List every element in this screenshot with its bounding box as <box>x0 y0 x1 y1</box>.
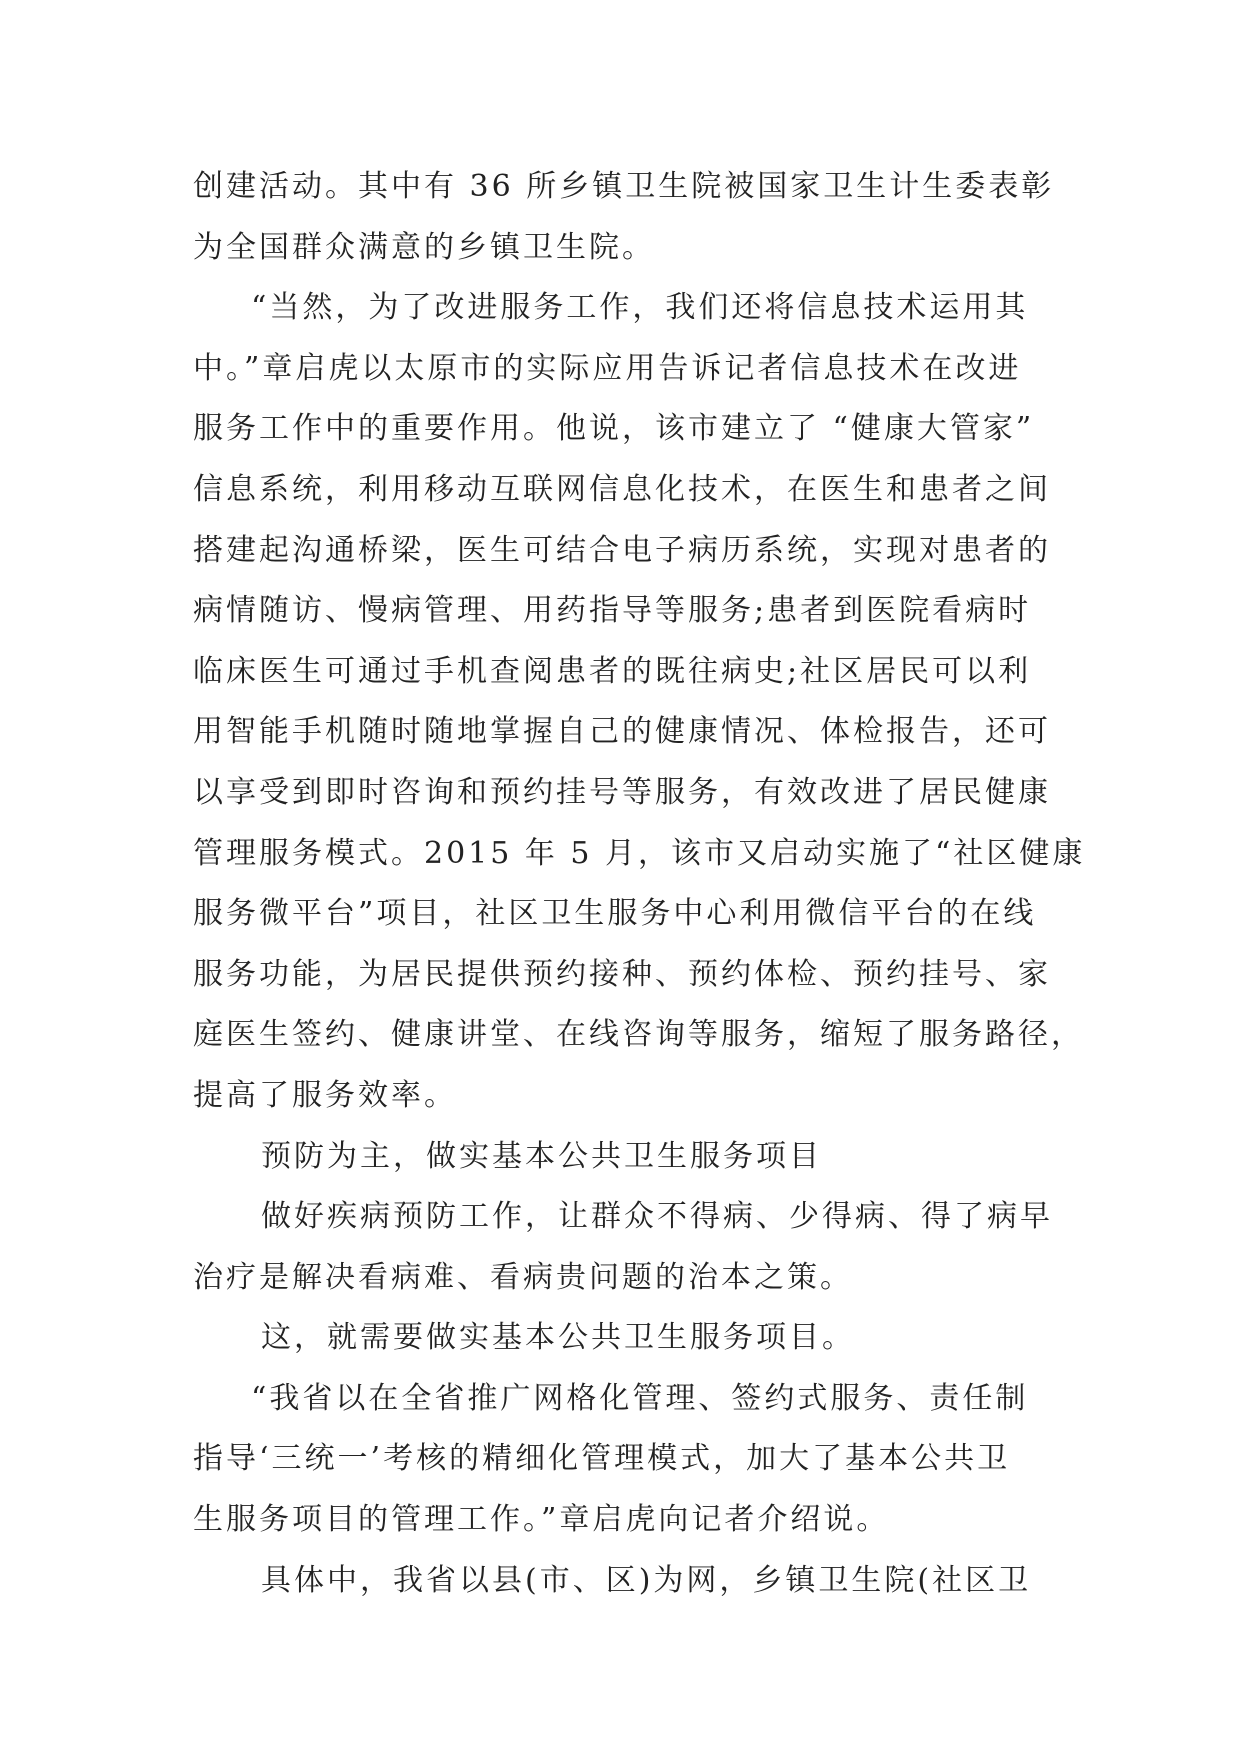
text-line: 服务工作中的重要作用。他说，该市建立了 “健康大管家” <box>193 411 1035 447</box>
text-line: 这，就需要做实基本公共卫生服务项目。 <box>261 1320 855 1356</box>
text-line: 中。”章启虎以太原市的实际应用告诉记者信息技术在改进 <box>193 350 1022 386</box>
text-line: 指导‘三统一’考核的精细化管理模式，加大了基本公共卫 <box>193 1441 1011 1477</box>
text-line: 信息系统，利用移动互联网信息化技术，在医生和患者之间 <box>193 471 1051 507</box>
text-line: 临床医生可通过手机查阅患者的既往病史;社区居民可以利 <box>193 653 1032 689</box>
text-line: 生服务项目的管理工作。”章启虎向记者介绍说。 <box>193 1502 890 1538</box>
text-line: 为全国群众满意的乡镇卫生院。 <box>193 229 655 265</box>
text-line: 搭建起沟通桥梁，医生可结合电子病历系统，实现对患者的 <box>193 532 1051 568</box>
text-line: 提高了服务效率。 <box>193 1077 457 1113</box>
text-line: 治疗是解决看病难、看病贵问题的治本之策。 <box>193 1259 853 1295</box>
text-line: 创建活动。其中有 36 所乡镇卫生院被国家卫生计生委表彰 <box>193 169 1055 204</box>
article-body <box>193 157 1086 1611</box>
text-line: 用智能手机随时随地掌握自己的健康情况、体检报告，还可 <box>193 714 1051 750</box>
text-line: 具体中，我省以县(市、区)为网，乡镇卫生院(社区卫 <box>261 1562 1032 1598</box>
text-line: 服务微平台”项目，社区卫生服务中心利用微信平台的在线 <box>193 896 1037 932</box>
section-heading: 预防为主，做实基本公共卫生服务项目 <box>261 1138 822 1174</box>
text-line: 病情随访、慢病管理、用药指导等服务;患者到医院看病时 <box>193 593 1032 629</box>
text-line: 以享受到即时咨询和预约挂号等服务，有效改进了居民健康 <box>193 774 1051 810</box>
text-line: 管理服务模式。2015 年 5 月，该市又启动实施了“社区健康 <box>193 835 1086 871</box>
text-line: “当然，为了改进服务工作，我们还将信息技术运用其 <box>251 290 1029 326</box>
text-line: 庭医生签约、健康讲堂、在线咨询等服务，缩短了服务路径， <box>193 1017 1084 1053</box>
text-line: 服务功能，为居民提供预约接种、预约体检、预约挂号、家 <box>193 956 1051 992</box>
text-line: 做好疾病预防工作，让群众不得病、少得病、得了病早 <box>261 1199 1053 1235</box>
text-line: “我省以在全省推广网格化管理、签约式服务、责任制 <box>251 1380 1029 1416</box>
